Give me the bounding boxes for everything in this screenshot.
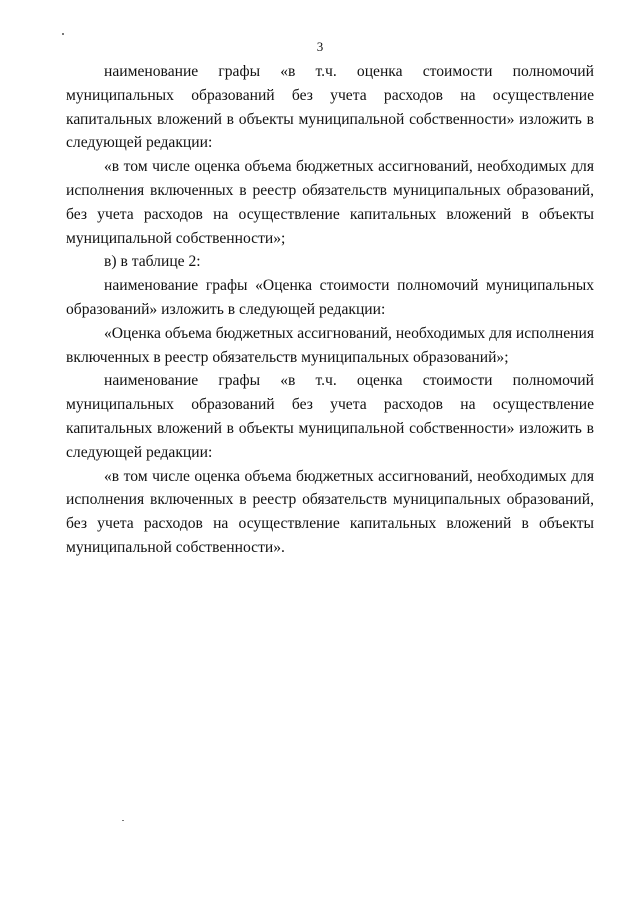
paragraph: «в том числе оценка объема бюджетных ассигнований, необходимых для исполнения включенных в реестр обязательств муниципальных образований, без учета расходов на осуществление капитальных вложений в объекты муниципальной собственности». bbox=[66, 467, 594, 556]
paragraph: наименование графы «в т.ч. оценка стоимости полномочий муниципальных образований без учета расходов на осуществление капитальных вложений в объекты муниципальной собственности» изложить в следующей редакции: bbox=[66, 63, 594, 152]
page-number: 3 bbox=[316, 39, 324, 54]
paragraph: в) в таблице 2: bbox=[104, 253, 201, 271]
paragraph: наименование графы «в т.ч. оценка стоимости полномочий муниципальных образований без учета расходов на осуществление капитальных вложений в объекты муниципальной собственности» изложить в следующей редакции: bbox=[66, 372, 594, 461]
paragraph: «в том числе оценка объема бюджетных ассигнований, необходимых для исполнения включенных в реестр обязательств муниципальных образований, без учета расходов на осуществление капитальных вложений в объекты муниципальной собственности»; bbox=[66, 158, 594, 247]
scan-speck bbox=[62, 33, 64, 35]
scan-speck bbox=[122, 820, 124, 821]
paragraph: «Оценка объема бюджетных ассигнований, необходимых для исполнения включенных в реестр обязательств муниципальных образований»; bbox=[66, 324, 595, 366]
paragraph: наименование графы «Оценка стоимости полномочий муниципальных образований» изложить в следующей редакции: bbox=[66, 277, 594, 318]
document-body bbox=[66, 60, 594, 560]
